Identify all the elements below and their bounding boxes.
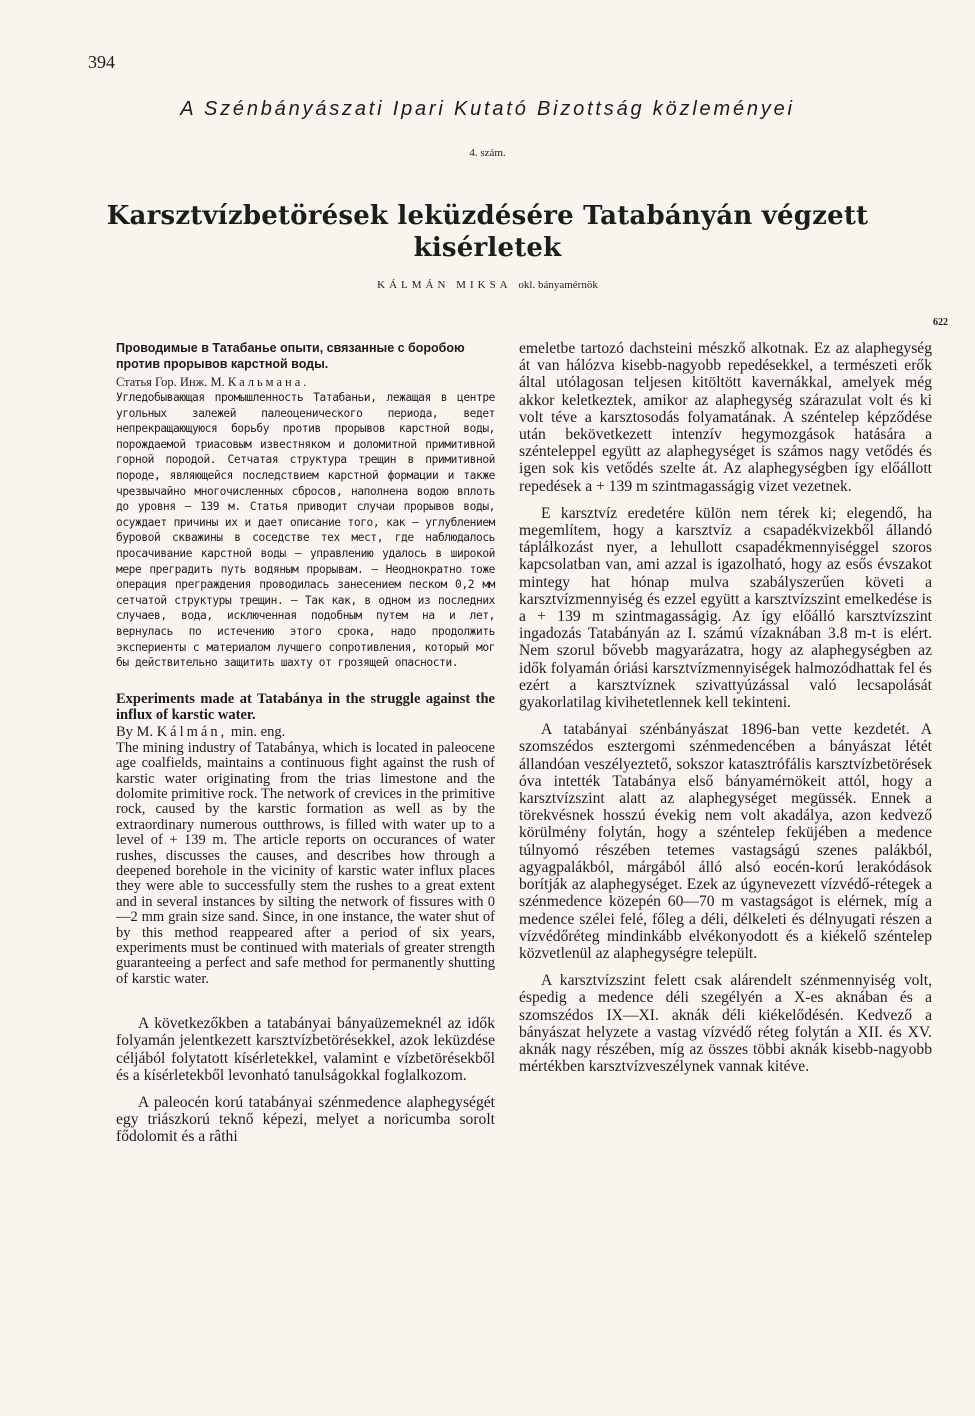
issue-number: 4. szám. — [469, 147, 506, 159]
journal-title: A Szénbányászati Ipari Kutató Bizottság közleményei — [180, 98, 795, 120]
english-abstract-heading: Experiments made at Tatabánya in the struggle against the influx of karstic water. — [116, 690, 495, 723]
spacer — [519, 962, 932, 972]
spacer — [519, 495, 932, 505]
left-column — [116, 340, 495, 1146]
english-abstract-byline — [116, 723, 495, 741]
body-paragraph: A paleocén korú tatabányai szénmedence alaphegységét egy triászkorú teknő képezi, melyet a noricumba sorolt fődolomit és a râthi — [116, 1094, 495, 1146]
russian-byline-name: Кальмана. — [227, 375, 310, 389]
margin-marker: 622 — [933, 317, 948, 328]
english-byline-prefix: By M. — [116, 723, 154, 740]
spacer — [519, 711, 932, 721]
body-paragraph: A karsztvízszint felett csak alárendelt szénmennyiség volt, éspedig a medence déli szegélyén a X-es aknában és a szomszédos IX—XI. aknák déli kiékelődésén. Kedvező a bányászat helyzete a vastag vízvédő réteg folytán a XII. és XV. aknák nagy részében, míg az összes többi aknák kisebb-nagyobb mértékben karsztvízveszélynek vannak kitéve. — [519, 972, 932, 1076]
page-number: 394 — [88, 52, 115, 72]
author-line — [0, 279, 975, 291]
russian-abstract-body: Угледобывающая промышленность Татабаньи, лежащая в центре угольных залежей палеоценического периода, ведет непрекращающуюся борьбу против прорывов карстной воды, порождаемой триасовым известняком и доломитной примитивной горной породой. Сетчатая структура трещин в примитивной породе, являющейся последствием карстной формации и также чрезвычайно многочисленных сбросов, наполнена водою вплоть до уровня — 139 м. Статья приводит случаи прорывов воды, осуждает причины их и дает описание того, как — углублением буровой скважины в соседстве тех мест, где наблюдалось просачивание карстной воды — управлению удалось в широкой мере преградить путь водяным прорывам. — Неоднократно тоже операция преграждения проводилась занесением песком 0,2 мм сетчатой структуры трещин. — Так как, в одном из последних случаев, вода, исключенная подобным путем на и лет, вернулась по истечению этого срока, надо продолжить экспериенты с материалом лучшего сопротивления, который мог бы действительно защитить шахту от грозящей опасности. — [116, 391, 495, 670]
author-name: KÁLMÁN MIKSA — [377, 279, 512, 291]
spacer — [116, 1084, 495, 1094]
english-byline-name: Kálmán, — [156, 723, 228, 740]
russian-abstract-heading: Проводимые в Татабанье опыти, связанные с боробою против прорывов карстной воды. — [116, 341, 465, 371]
body-paragraph: A következőkben a tatabányai bányaüzemeknél az idők folyamán jelentkezett karsztvízbetörésekkel, azok leküzdése céljából folytatott kísérletekkel, valamint e vízbetörésekből és a kísérletekből levonható tanulságokkal foglalkozom. — [116, 1015, 495, 1084]
author-title: okl. bányamérnök — [518, 279, 598, 291]
spacer — [116, 987, 495, 1015]
russian-abstract — [116, 340, 495, 671]
russian-byline-prefix: Статья Гор. Инж. М. — [116, 375, 225, 389]
english-abstract-body: The mining industry of Tatabánya, which is located in paleocene age coalfields, maintains a continuous fight against the rush of karstic water originating from the trias limestone and the dolomite primitive rock. The network of crevices in the primitive rock, caused by the karstic formation as well as by the extraordinary numerous outthrows, is filled with water up to a level of + 139 m. The article reports on occurances of water rushes, discusses the causes, and describes how through a deepened borehole in the vicinity of karstic water influx places they were able to successfully stem the rushes to a great extent and in several instances by silting the network of fissures with 0—2 mm grain size sand. Since, in one instance, the water shut of by this method reappeared after a period of six years, experiments must be continued with materials of greater strength guaranteeing a perfect and safe method for permanently shutting of karstic water. — [116, 739, 495, 987]
english-byline-suffix: min. eng. — [230, 723, 286, 740]
body-paragraph: emeletbe tartozó dachsteini mészkő alkotnak. Ez az alaphegység át van hálózva kisebb-nagyobb repedésekkel, a természeti erők által utólagosan teljesen kitöltött kavernákkal, amelyek még akkor keletkeztek, amikor az alaphegység szárazulat volt és ki volt téve a karsztosodás folyamatának. A széntelep képződése után bekövetkezett intenzív hegymozgások hatására a szénteleppel együtt az alaphegységet is számos nagy vetődés és igen sok kis vetődés szelte át. Az alaphegységben így előállott repedések a + 139 m szintmagasságig vizet vezetnek. — [519, 340, 932, 495]
body-paragraph: A tatabányai szénbányászat 1896-ban vette kezdetét. A szomszédos esztergomi szénmedencében a bányászat létét állandóan veszélyeztető, sokszor katasztrófális karsztvízbetörések óva intették Tatabánya első bányamérnökeit attól, hogy a karsztvízszint alatt az alaphegységet megüssék. Ennek a törekvésnek hosszú évekig nem volt akadálya, azon kedvező körülmény folytán, hogy a széntelep feküjében a medence túlnyomó részében tetemes vastagságú szenes palákból, agyagpalákból, márgából álló alsó eocén-korú lerakódások borítják az alaphegységet. Ezek az úgynevezett vízvédő-rétegek a szénmedence közepén 60—70 m vastagságot is elérnek, míg a medence szélei felé, főleg a déli, délkeleti és délnyugati részen a vízvédőréteg mindinkább elvékonyodott és a kiékelő széntelep közvetlenül az alaphegységre települt. — [519, 721, 932, 962]
right-column — [519, 340, 932, 1075]
russian-abstract-byline — [116, 374, 495, 390]
article-title: Karsztvízbetörések leküzdésére Tatabányán végzett kisérletek — [106, 201, 869, 263]
english-abstract — [116, 691, 495, 988]
body-paragraph: E karsztvíz eredetére külön nem térek ki; elegendő, ha megemlítem, hogy a karsztvíz a csapadékvizekből állandó táplálkozást nyer, a lehullott csapadékmennyiséggel szoros kapcsolatban van, ami azzal is igazolható, hogy az esős évszakot mintegy hat hónap mulva szabályszerűen követi a karsztvízmennyiség és ezzel együtt a karsztvízszint emelkedése is a + 139 m szintmagasságig. Az így előálló karsztvízszint ingadozás Tatabányán az I. számú vízaknában 3.8 m-t is elért. Nem szorul bővebb magyarázatra, hogy az alaphegységben az idők folyamán óriási karsztvízmennyiségek halmozódhattak fel és ezért a karsztvíznek szivattyúzással való lecsapolását gyakorlatilag kivihetetlennek kell tekinteni. — [519, 504, 932, 712]
